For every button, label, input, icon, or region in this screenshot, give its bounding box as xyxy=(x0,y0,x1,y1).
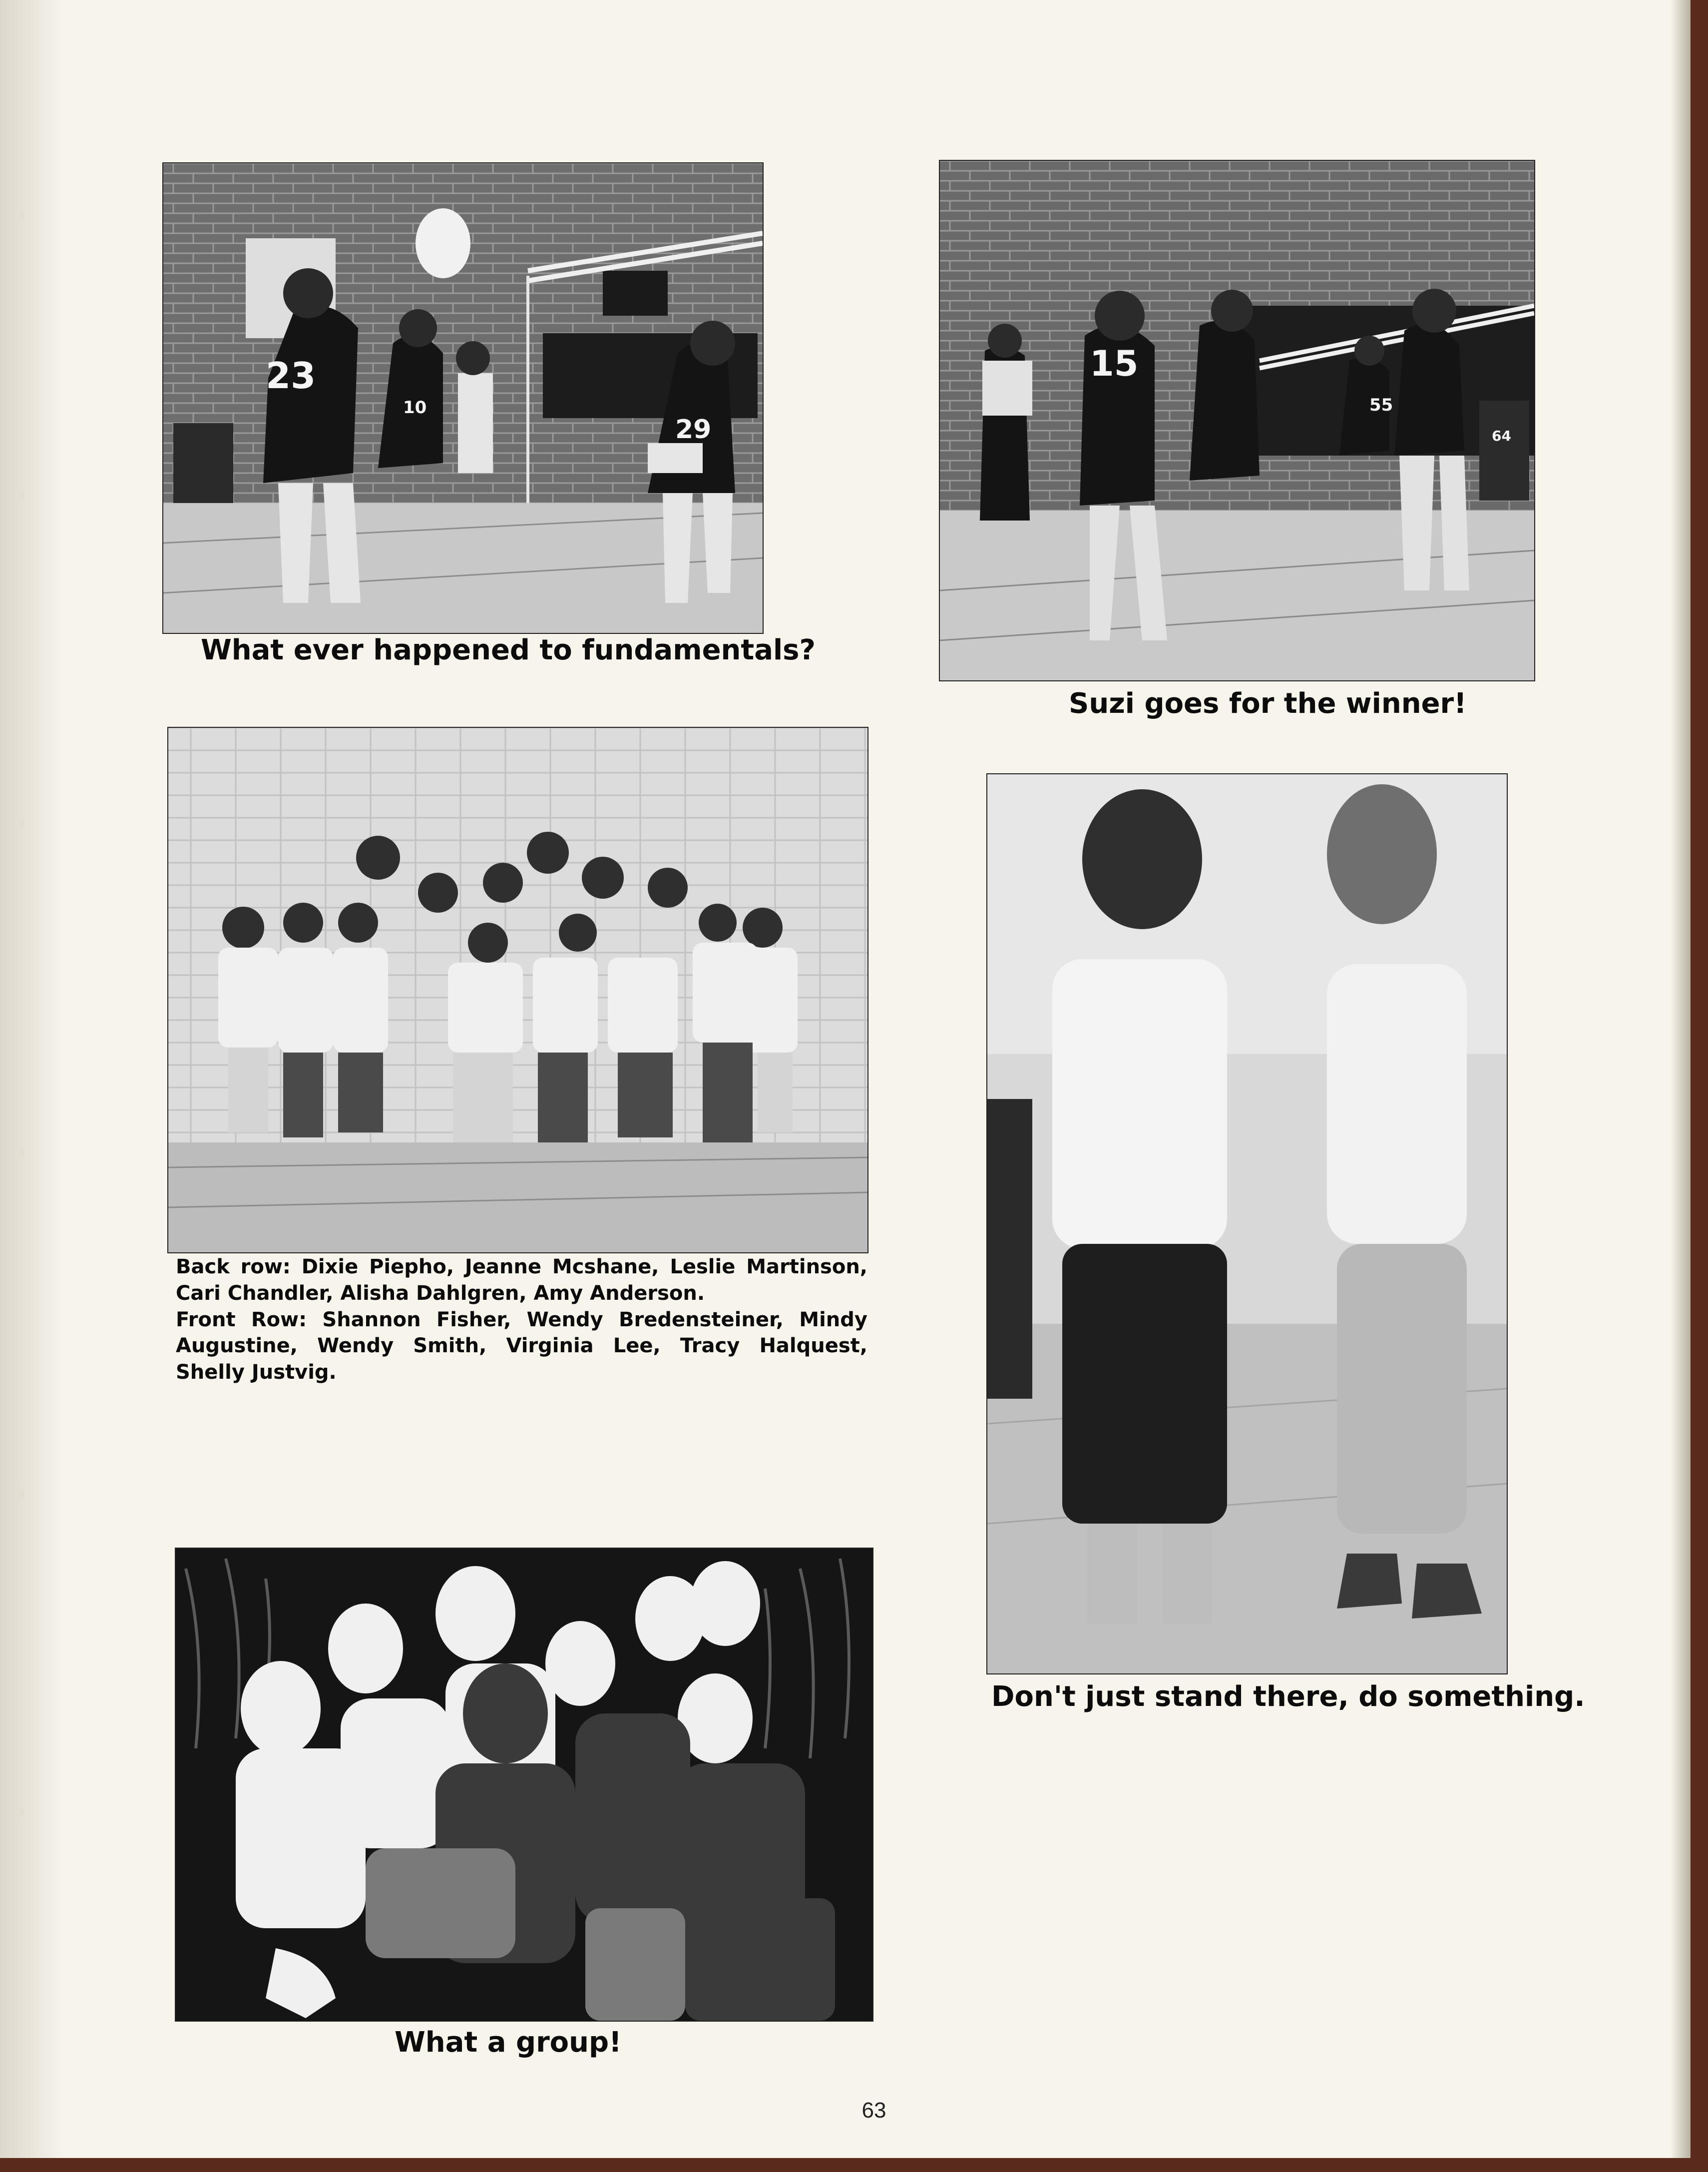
photo-standing-players xyxy=(986,773,1508,1674)
binding-mark xyxy=(19,210,24,219)
jersey-number-15: 15 xyxy=(1090,343,1139,384)
photo-group-huddle xyxy=(175,1548,873,2022)
photo-suzi-net xyxy=(939,160,1535,681)
spine-shadow xyxy=(0,0,65,2158)
binding-mark xyxy=(19,1808,24,1817)
jersey-number-64: 64 xyxy=(1492,428,1511,444)
page-number: 63 xyxy=(861,2098,886,2123)
caption-group-huddle: What a group! xyxy=(395,2026,622,2059)
jersey-number-55: 55 xyxy=(1369,395,1393,415)
caption-volleyball-spike: What ever happened to fundamentals? xyxy=(201,634,816,666)
caption-standing-players: Don't just stand there, do something. xyxy=(991,1680,1585,1713)
photo-volleyball-spike xyxy=(162,162,764,634)
roster-back-row: Back row: Dixie Piepho, Jeanne Mcshane, Leslie Martinson, Cari Chandler, Alisha Dahlgren, Amy Anderson. xyxy=(176,1255,867,1305)
binding-mark xyxy=(19,1149,24,1158)
photo-standing-players-image xyxy=(987,774,1507,1673)
jersey-number-23: 23 xyxy=(266,355,316,397)
photo-suzi-net-image xyxy=(940,161,1534,680)
jersey-number-10: 10 xyxy=(403,398,427,418)
caption-suzi-net: Suzi goes for the winner! xyxy=(1069,687,1467,720)
binding-mark xyxy=(19,819,24,828)
photo-group-huddle-image xyxy=(176,1549,872,2021)
photo-volleyball-spike-image xyxy=(163,163,763,633)
team-roster xyxy=(176,1254,867,1386)
binding-mark xyxy=(19,1489,24,1498)
photo-team-portrait-image xyxy=(168,728,867,1252)
roster-front-row: Front Row: Shannon Fisher, Wendy Bredensteiner, Mindy Augustine, Wendy Smith, Virginia Lee, Tracy Halquest, Shelly Justvig. xyxy=(176,1308,867,1384)
photo-team-portrait xyxy=(167,727,868,1253)
binding-mark xyxy=(19,490,24,499)
page-edge xyxy=(1671,0,1691,2158)
jersey-number-29: 29 xyxy=(675,415,712,445)
